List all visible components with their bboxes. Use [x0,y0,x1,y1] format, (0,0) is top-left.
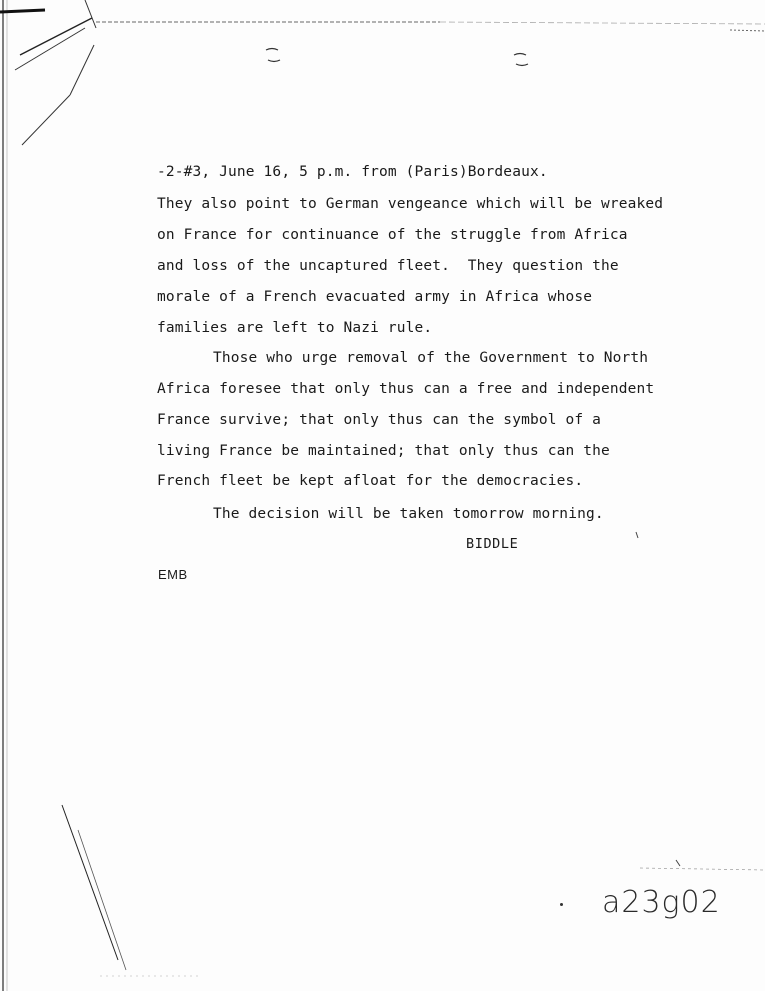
body-line: morale of a French evacuated army in Africa whose [157,289,593,305]
body-line: on France for continuance of the struggle from Africa [157,227,628,243]
body-line: families are left to Nazi rule. [157,320,433,336]
ink-dot [560,903,563,906]
reference-line: -2-#3, June 16, 5 p.m. from (Paris)Bordeaux. [157,164,548,180]
body-line: They also point to German vengeance which will be wreaked [157,196,664,212]
body-line: The decision will be taken tomorrow morning. [213,506,604,522]
typist-initials: EMB [158,567,188,582]
body-line: and loss of the uncaptured fleet. They question the [157,258,619,274]
body-line: France survive; that only thus can the symbol of a [157,412,601,428]
body-line: living France be maintained; that only thus can the [157,443,610,459]
handwritten-file-number: a23g02 [602,885,721,920]
body-line: Africa foresee that only thus can a free and independent [157,381,655,397]
signature: BIDDLE [466,536,519,552]
body-line: French fleet be kept afloat for the democracies. [157,473,584,489]
body-line: Those who urge removal of the Government to North [213,350,649,366]
